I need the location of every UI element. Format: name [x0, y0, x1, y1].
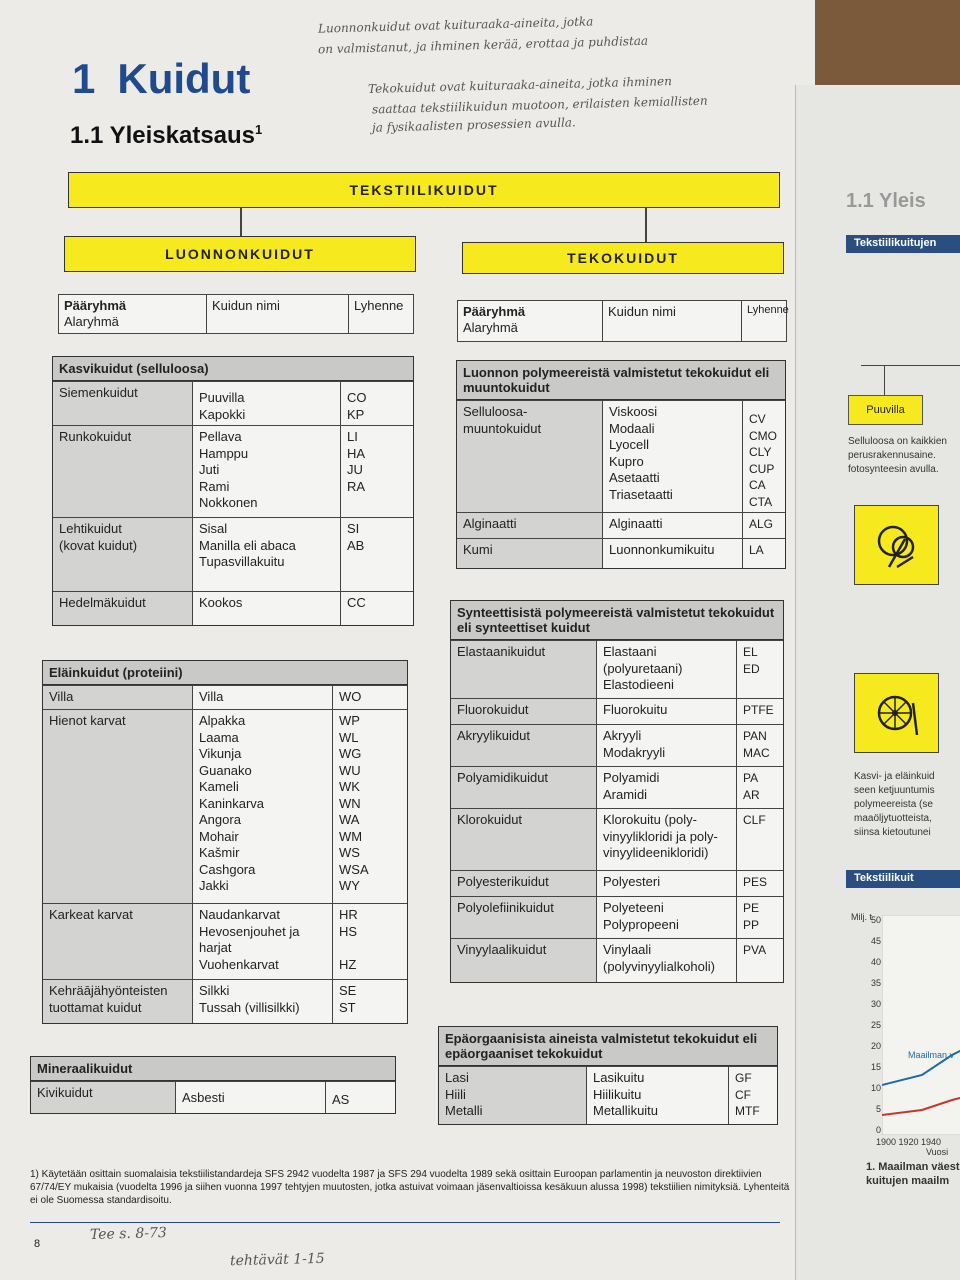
tick: 25	[870, 1020, 881, 1030]
tick: 5	[875, 1104, 881, 1114]
chart-x-label: Vuosi	[926, 1147, 949, 1157]
chapter-number: 1	[72, 55, 96, 102]
row-group: Lehtikuidut (kovat kuidut)	[53, 518, 193, 591]
animal-fibres-table	[42, 660, 408, 1024]
row-abbr: GF CF MTF	[735, 1071, 760, 1118]
right-page	[795, 85, 960, 1280]
table-row	[53, 381, 413, 425]
row-group: Villa	[43, 686, 193, 709]
header-name-r: Kuidun nimi	[603, 301, 742, 341]
row-abbr: SE ST	[339, 983, 357, 1015]
table-title: Mineraalikuidut	[31, 1057, 395, 1081]
right-text-1: Selluloosa on kaikkien perusrakennusaine. fotosynteesin avulla.	[848, 436, 947, 475]
table-row	[31, 1081, 395, 1113]
row-abbr: AS	[332, 1092, 350, 1107]
row-name: Silkki Tussah (villisilkki)	[193, 980, 333, 1023]
handwritten-bottom-1: Tee s. 8-73	[89, 1224, 168, 1244]
chart-caption: 1. Maailman väest kuitujen maailm	[866, 1161, 960, 1187]
row-group: Runkokuidut	[53, 426, 193, 517]
row-abbr: SI AB	[347, 521, 365, 553]
right-connector	[861, 365, 960, 366]
chapter-title	[72, 55, 250, 103]
header-group	[59, 295, 207, 333]
table-row	[451, 640, 783, 698]
footnote-marker: 1	[255, 122, 263, 137]
table-title: Epäorgaanisista aineista valmistetut tekokuidut eli epäorgaaniset tekokuidut	[439, 1027, 777, 1066]
connector-right	[645, 208, 647, 242]
row-name: Sisal Manilla eli abaca Tupasvillakuitu	[193, 518, 341, 591]
right-section-bar: Tekstiilikuitujen	[846, 235, 960, 253]
table-row	[43, 685, 407, 709]
row-name: Fluorokuitu	[597, 699, 737, 724]
page-number: 8	[34, 1238, 41, 1250]
plant-fibres-table	[52, 356, 414, 626]
row-name: Elastaani (polyuretaani) Elastodieeni	[597, 641, 737, 698]
row-abbr: PA AR	[743, 771, 760, 802]
table-row	[451, 698, 783, 724]
row-name: Alpakka Laama Vikunja Guanako Kameli Kaninkarva Angora Mohair Kašmir Cashgora Jakki	[193, 710, 333, 903]
row-name: Pellava Hamppu Juti Rami Nokkonen	[193, 426, 341, 517]
row-name: Asbesti	[176, 1082, 326, 1113]
row-group: Siemenkuidut	[53, 382, 193, 425]
row-abbr: CC	[347, 595, 366, 610]
row-name: Kookos	[193, 592, 341, 625]
column-header-left	[58, 294, 414, 334]
regenerated-fibres-table	[456, 360, 786, 569]
row-name: Villa	[193, 686, 333, 709]
right-connector-v	[884, 365, 885, 395]
row-abbr: HR HS HZ	[339, 907, 358, 972]
row-name: Naudankarvat Hevosenjouhet ja harjat Vuohenkarvat	[193, 904, 333, 979]
row-name: Polyamidi Aramidi	[597, 767, 737, 808]
row-group: Polyesterikuidut	[451, 871, 597, 896]
right-text-2: Kasvi- ja eläinkuid seen ketjuuntumis polymeereista (se maaöljytuotteista, siinsa kietoutunei	[854, 771, 935, 838]
table-title: Synteettisistä polymeereistä valmistetut tekokuidut eli synteettiset kuidut	[451, 601, 783, 640]
row-abbr: CO KP	[347, 390, 367, 422]
row-group: Klorokuidut	[451, 809, 597, 870]
header-name: Kuidun nimi	[207, 295, 349, 333]
row-group: Alginaatti	[457, 513, 603, 538]
tick-list	[861, 910, 881, 1141]
table-title: Eläinkuidut (proteiini)	[43, 661, 407, 685]
chart-legend: Maailman v	[908, 1050, 955, 1060]
natural-fibres-bar: LUONNONKUIDUT	[64, 236, 416, 272]
inorganic-fibres-table	[438, 1026, 778, 1125]
row-abbr: PAN MAC	[743, 729, 770, 760]
spinning-wheel-icon	[854, 673, 939, 753]
row-name: Luonnonkumikuitu	[603, 539, 743, 568]
row-abbr: ALG	[749, 517, 774, 531]
table-row	[53, 591, 413, 625]
table-row	[43, 709, 407, 903]
section-title	[70, 122, 262, 150]
cotton-plant-icon	[854, 505, 939, 585]
table-row	[451, 870, 783, 896]
table-row	[53, 517, 413, 591]
row-group: Fluorokuidut	[451, 699, 597, 724]
tick: 35	[870, 978, 881, 988]
tick: 10	[870, 1083, 881, 1093]
cotton-box: Puuvilla	[848, 395, 923, 425]
header-subgroup-label-r: Alaryhmä	[463, 320, 518, 335]
table-row	[43, 979, 407, 1023]
table-row	[439, 1066, 777, 1124]
row-group: Lasi Hiili Metalli	[439, 1067, 587, 1124]
textile-fibres-bar: TEKSTIILIKUIDUT	[68, 172, 780, 208]
tick: 15	[870, 1062, 881, 1072]
row-name: Polyesteri	[597, 871, 737, 896]
row-abbr: CV CMO CLY CUP CA CTA	[749, 412, 777, 509]
table-row	[451, 766, 783, 808]
table-row	[457, 538, 785, 568]
tick: 40	[870, 957, 881, 967]
row-name: Vinylaali (polyvinyylialkoholi)	[597, 939, 737, 982]
table-title: Luonnon polymeereistä valmistetut tekokuidut eli muuntokuidut	[457, 361, 785, 400]
row-abbr: WP WL WG WU WK WN WA WM WS WSA WY	[339, 713, 369, 893]
handwritten-note-4: saattaa tekstiilikuidun muotoon, erilaisten kemiallisten	[371, 93, 708, 117]
row-abbr: LI HA JU RA	[347, 429, 366, 494]
row-name: Klorokuitu (poly- vinyylikloridi ja poly- vinyylideenikloridi)	[597, 809, 737, 870]
row-group: Hienot karvat	[43, 710, 193, 903]
tick: 0	[875, 1125, 881, 1135]
handwritten-bottom-2: tehtävät 1-15	[229, 1250, 325, 1270]
row-name: Viskoosi Modaali Lyocell Kupro Asetaatti Triasetaatti	[603, 401, 743, 512]
right-section-title: 1.1 Yleis	[846, 190, 926, 212]
handwritten-note-2: on valmistanut, ja ihminen kerää, erottaa ja puhdistaa	[317, 33, 649, 57]
table-row	[457, 512, 785, 538]
header-subgroup-label: Alaryhmä	[64, 314, 119, 329]
row-abbr: EL ED	[743, 645, 760, 676]
header-group-label-r: Pääryhmä	[463, 304, 526, 319]
chart-plot	[882, 915, 960, 1135]
connector-left	[240, 208, 242, 236]
row-name: Alginaatti	[603, 513, 743, 538]
row-abbr: CLF	[743, 813, 766, 827]
row-name: Polyeteeni Polypropeeni	[597, 897, 737, 938]
chapter-name: Kuidut	[117, 55, 251, 102]
column-header-right	[457, 300, 787, 342]
handwritten-note-3: Tekokuidut ovat kuituraaka-aineita, jotka ihminen	[367, 74, 673, 96]
footnote: 1) Käytetään osittain suomalaisia tekstiilistandardeja SFS 2942 vuodelta 1987 ja SFS 294 vuodelta 1989 sekä osittain Euroopan parlamentin ja neuvoston direktiivien 67/74/EY mukaisia (vuodelta 1996 ja siihen vuonna 1997 tehtyjen muutosten, jotka astuivat voimaan jäsenvaltioissa kesäkuun alussa 1998) tekstiilien nimityksiä. Lyhenteitä ei ole Suomessa standardisoitu.	[30, 1169, 790, 1206]
row-group: Akryylikuidut	[451, 725, 597, 766]
row-group: Karkeat karvat	[43, 904, 193, 979]
header-abbr-r: Lyhenne	[747, 304, 789, 316]
row-abbr: PVA	[743, 943, 767, 957]
handwritten-note-1: Luonnonkuidut ovat kuituraaka-aineita, jotka	[317, 14, 594, 36]
tick: 50	[870, 915, 881, 925]
row-group: Elastaanikuidut	[451, 641, 597, 698]
table-row	[451, 808, 783, 870]
row-group: Polyamidikuidut	[451, 767, 597, 808]
table-row	[451, 938, 783, 982]
row-abbr: PE PP	[743, 901, 760, 932]
header-abbr: Lyhenne	[354, 298, 404, 313]
table-row	[43, 903, 407, 979]
chart-x-ticks: 1900 1920 1940	[876, 1137, 942, 1147]
table-row	[451, 896, 783, 938]
row-group: Kehräājähyönteisten tuottamat kuidut	[43, 980, 193, 1023]
header-group-label: Pääryhmä	[64, 298, 127, 313]
row-abbr: WO	[339, 689, 362, 704]
table-row	[53, 425, 413, 517]
row-group: Vinyylaalikuidut	[451, 939, 597, 982]
chart-unit-label: Milj. t	[851, 912, 872, 922]
table-row	[457, 400, 785, 512]
row-group: Kumi	[457, 539, 603, 568]
row-group: Hedelmäkuidut	[53, 592, 193, 625]
header-group-r	[458, 301, 603, 341]
row-abbr: PTFE	[743, 703, 774, 717]
handwritten-note-5: ja fysikaalisten prosessien avulla.	[371, 115, 576, 135]
mineral-fibres-table	[30, 1056, 396, 1114]
row-group: Selluloosa- muuntokuidut	[457, 401, 603, 512]
man-made-fibres-bar: TEKOKUIDUT	[462, 242, 784, 274]
row-name: Akryyli Modakryyli	[597, 725, 737, 766]
row-group: Polyolefiinikuidut	[451, 897, 597, 938]
right-chart-bar: Tekstiilikuit	[846, 870, 960, 888]
table-title: Kasvikuidut (selluloosa)	[53, 357, 413, 381]
tick: 30	[870, 999, 881, 1009]
section-name: 1.1 Yleiskatsaus	[70, 122, 256, 149]
footer-rule	[30, 1222, 780, 1223]
row-name: Puuvilla Kapokki	[193, 382, 341, 425]
synthetic-fibres-table	[450, 600, 784, 983]
row-group: Kivikuidut	[31, 1082, 176, 1113]
tick: 45	[870, 936, 881, 946]
row-name: Lasikuitu Hiilikuitu Metallikuitu	[587, 1067, 729, 1124]
tick: 20	[870, 1041, 881, 1051]
row-abbr: LA	[749, 543, 764, 557]
table-row	[451, 724, 783, 766]
row-abbr: PES	[743, 875, 768, 889]
